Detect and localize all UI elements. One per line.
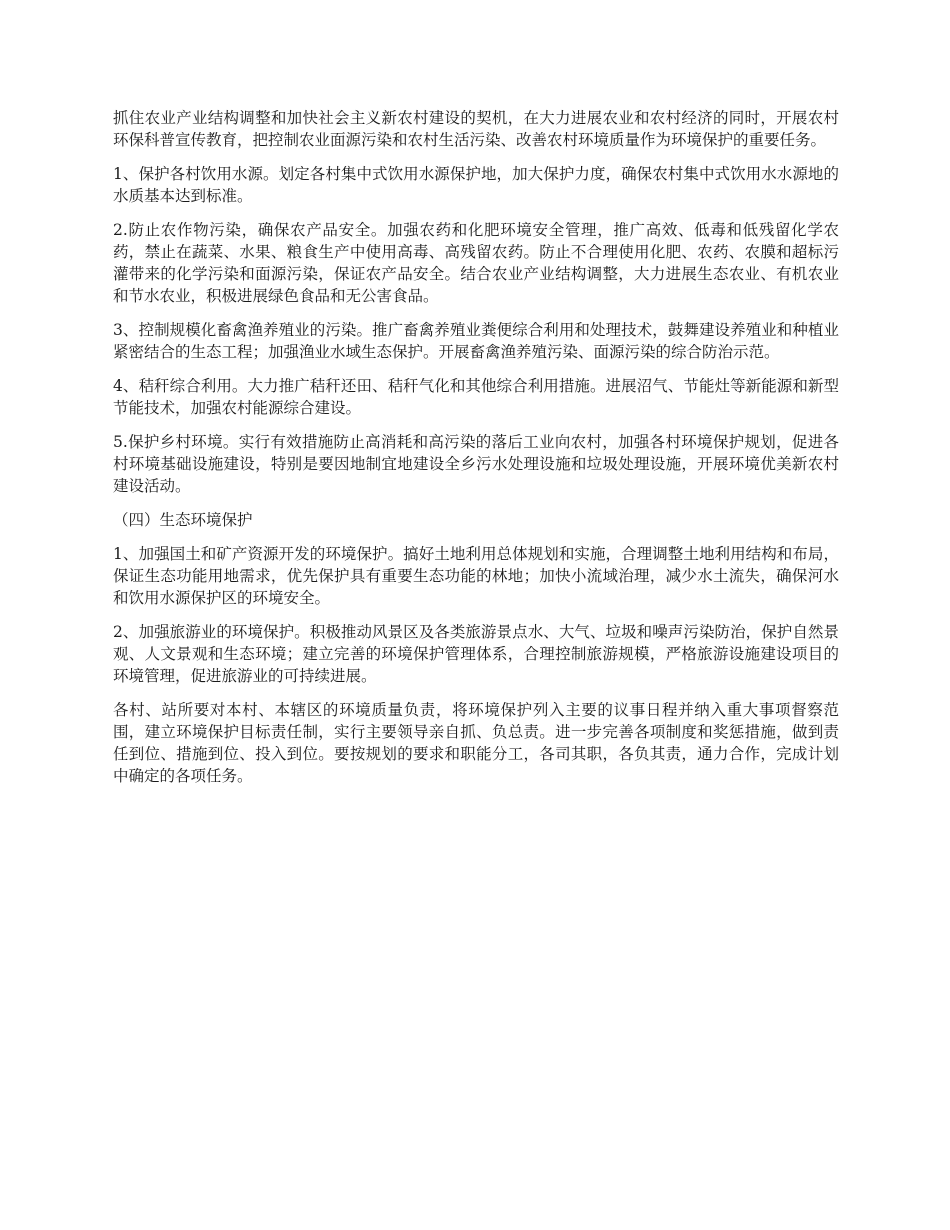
item-straw-utilization-paragraph: 4、秸秆综合利用。大力推广秸秆还田、秸秆气化和其他综合利用措施。进展沼气、节能灶等新能源和新型节能技术，加强农村能源综合建设。 <box>113 377 839 417</box>
closing-paragraph: 各村、站所要对本村、本辖区的环境质量负责，将环境保护列入主要的议事日程并纳入重大事项督察范围，建立环境保护目标责任制，实行主要领导亲自抓、负总责。进一步完善各项制度和奖惩措施，做到责任到位、措施到位、投入到位。要按规划的要求和职能分工，各司其职，各负其责，通力合作，完成计划中确定的各项任务。 <box>113 701 839 785</box>
item-tourism-paragraph: 2、加强旅游业的环境保护。积极推动风景区及各类旅游景点水、大气、垃圾和噪声污染防治，保护自然景观、人文景观和生态环境；建立完善的环境保护管理体系，合理控制旅游规模，严格旅游设施建设项目的环境管理，促进旅游业的可持续进展。 <box>113 623 839 685</box>
item-land-resources-paragraph: 1、加强国土和矿产资源开发的环境保护。搞好土地利用总体规划和实施，合理调整土地利用结构和布局，保证生态功能用地需求，优先保护具有重要生态功能的林地；加快小流域治理，减少水土流失，确保河水和饮用水源保护区的环境安全。 <box>113 545 839 607</box>
intro-paragraph: 抓住农业产业结构调整和加快社会主义新农村建设的契机，在大力进展农业和农村经济的同时，开展农村环保科普宣传教育，把控制农业面源污染和农村生活污染、改善农村环境质量作为环境保护的重要任务。 <box>113 109 839 149</box>
section-heading: （四）生态环境保护 <box>113 511 253 529</box>
item-drinking-water-paragraph: 1、保护各村饮用水源。划定各村集中式饮用水源保护地，加大保护力度，确保农村集中式饮用水水源地的水质基本达到标准。 <box>113 165 839 205</box>
item-village-environment-paragraph: 5.保护乡村环境。实行有效措施防止高消耗和高污染的落后工业向农村，加强各村环境保护规划，促进各村环境基础设施建设，特别是要因地制宜地建设全乡污水处理设施和垃圾处理设施，开展环境优美新农村建设活动。 <box>113 433 839 495</box>
item-crop-pollution-paragraph: 2.防止农作物污染，确保农产品安全。加强农药和化肥环境安全管理，推广高效、低毒和低残留化学农药，禁止在蔬菜、水果、粮食生产中使用高毒、高残留农药。防止不合理使用化肥、农药、农膜和超标污灌带来的化学污染和面源污染，保证农产品安全。结合农业产业结构调整，大力进展生态农业、有机农业和节水农业，积极进展绿色食品和无公害食品。 <box>113 221 839 305</box>
item-livestock-pollution-paragraph: 3、控制规模化畜禽渔养殖业的污染。推广畜禽养殖业粪便综合利用和处理技术，鼓舞建设养殖业和种植业紧密结合的生态工程；加强渔业水域生态保护。开展畜禽渔养殖污染、面源污染的综合防治示范。 <box>113 321 839 361</box>
document-body <box>113 107 839 799</box>
